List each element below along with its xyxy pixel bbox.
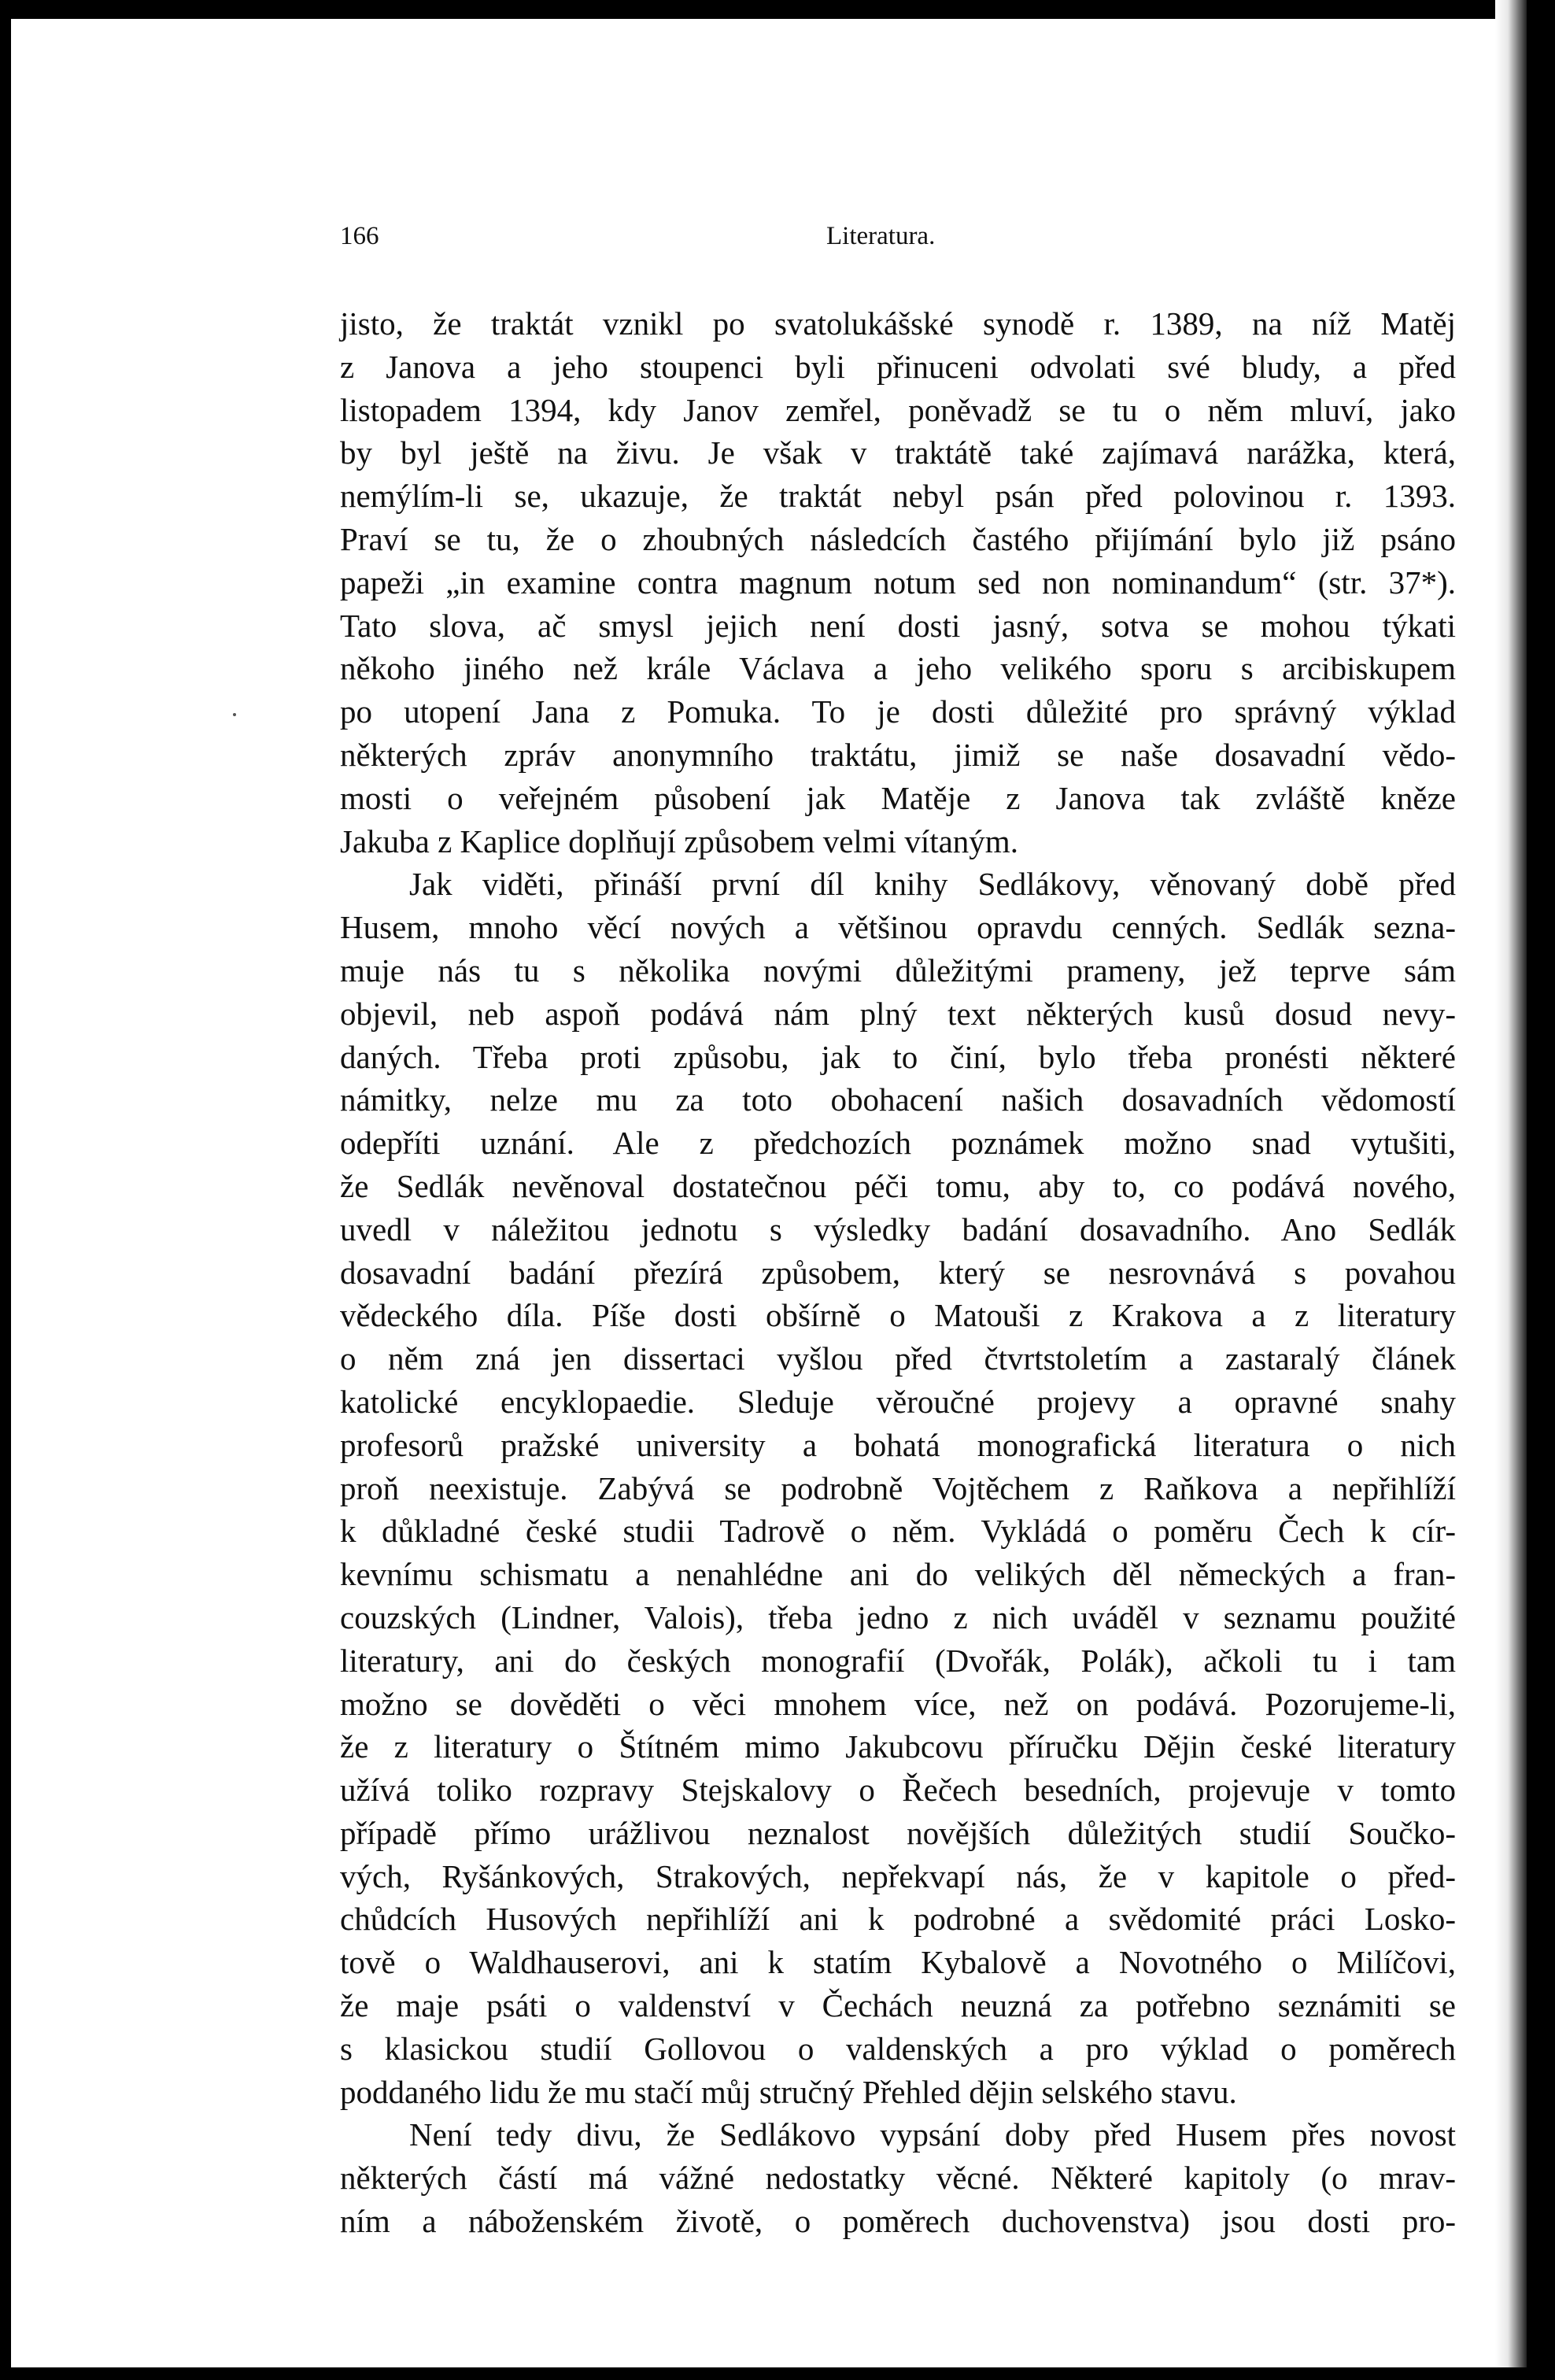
text-line: uvedl v náležitou jednotu s výsledky badání dosavadního. Ano Sedlák — [340, 1210, 1456, 1247]
text-line: některých zpráv anonymního traktátu, jimiž se naše dosavadní vědo- — [340, 736, 1456, 773]
text-line: kevnímu schismatu a nenahlédne ani do velikých děl německých a fran- — [340, 1556, 1456, 1593]
text-line: dosavadní badání přezírá způsobem, který se nesrovnává s povahou — [340, 1254, 1456, 1291]
text-line: mosti o veřejném působení jak Matěje z Janova tak zvláště kněze — [340, 779, 1456, 816]
text-line: couzských (Lindner, Valois), třeba jedno z nich uváděl v seznamu použité — [340, 1598, 1456, 1635]
text-line: Tato slova, ač smysl jejich není dosti jasný, sotva se mohou týkati — [340, 607, 1456, 644]
text-line: že z literatury o Štítném mimo Jakubcovu příručku Dějin české literatury — [340, 1728, 1456, 1765]
text-line: některých částí má vážné nedostatky věcné. Některé kapitoly (o mrav- — [340, 2160, 1456, 2197]
page-number: 166 — [340, 222, 379, 250]
text-line: že Sedlák nevěnoval dostatečnou péči tomu, aby to, co podává nového, — [340, 1167, 1456, 1204]
paragraph-end-line: poddaného lidu že mu stačí můj stručný Přehled dějin selského stavu. — [340, 2073, 1237, 2110]
text-line: ním a náboženském životě, o poměrech duchovenstva) jsou dosti pro- — [340, 2203, 1456, 2240]
text-line: Praví se tu, že o zhoubných následcích častého přijímání bylo již psáno — [340, 520, 1456, 557]
text-line: z Janova a jeho stoupenci byli přinuceni odvolati své bludy, a před — [340, 348, 1456, 385]
text-line: Husem, mnoho věcí nových a většinou opravdu cenných. Sedlák sezna- — [340, 909, 1456, 946]
body-text — [340, 302, 1456, 2243]
text-line: možno se dověděti o věci mnohem více, než on podává. Pozorujeme-li, — [340, 1685, 1456, 1722]
text-line: vých, Ryšánkových, Strakových, nepřekvapí nás, že v kapitole o před- — [340, 1857, 1456, 1894]
text-line: chůdcích Husových nepřihlíží ani k podrobné a svědomité práci Losko- — [340, 1901, 1456, 1938]
text-line: muje nás tu s několika novými důležitými prameny, jež teprve sám — [340, 952, 1456, 989]
text-line: užívá toliko rozpravy Stejskalovy o Řečech besedních, projevuje v tomto — [340, 1772, 1456, 1809]
scanned-page — [11, 0, 1527, 2367]
text-line: vědeckého díla. Píše dosti obšírně o Matouši z Krakova a z literatury — [340, 1297, 1456, 1334]
page-header — [340, 222, 1341, 261]
text-line: s klasickou studií Gollovou o valdenských a pro výklad o poměrech — [340, 2030, 1456, 2067]
paragraph-end-line: Jakuba z Kaplice doplňují způsobem velmi vítaným. — [340, 822, 1018, 859]
text-line: případě přímo urážlivou neznalost novějších důležitých studií Součko- — [340, 1814, 1456, 1851]
text-line: objevil, neb aspoň podává nám plný text některých kusů dosud nevy- — [340, 995, 1456, 1032]
text-line: námitky, nelze mu za toto obohacení našich dosavadních vědomostí — [340, 1081, 1456, 1118]
text-line: k důkladné české studii Tadrově o něm. Vykládá o poměru Čech k cír- — [340, 1513, 1456, 1550]
text-line: tově o Waldhauserovi, ani k statím Kybalově a Novotného o Milíčovi, — [340, 1944, 1456, 1981]
text-line: po utopení Jana z Pomuka. To je dosti důležité pro správný výklad — [340, 693, 1456, 730]
text-line: profesorů pražské university a bohatá monografická literatura o nich — [340, 1426, 1456, 1463]
text-line: literatury, ani do českých monografií (Dvořák, Polák), ačkoli tu i tam — [340, 1642, 1456, 1679]
text-line: papeži „in examine contra magnum notum sed non nominandum“ (str. 37*). — [340, 564, 1456, 601]
paragraph-start-line: Není tedy divu, že Sedlákovo vypsání doby před Husem přes novost — [409, 2116, 1456, 2153]
text-line: jisto, že traktát vznikl po svatolukášské synodě r. 1389, na níž Matěj — [340, 305, 1456, 342]
text-line: že maje psáti o valdenství v Čechách neuzná za potřebno seznámiti se — [340, 1987, 1456, 2024]
text-line: nemýlím-li se, ukazuje, že traktát nebyl psán před polovinou r. 1393. — [340, 478, 1456, 515]
running-title: Literatura. — [826, 222, 936, 250]
text-line: odepříti uznání. Ale z předchozích poznámek možno snad vytušiti, — [340, 1125, 1456, 1162]
margin-dot — [233, 713, 236, 716]
text-line: katolické encyklopaedie. Sleduje věroučné projevy a opravné snahy — [340, 1383, 1456, 1420]
paragraph-start-line: Jak viděti, přináší první díl knihy Sedlákovy, věnovaný době před — [409, 866, 1456, 903]
text-line: proň neexistuje. Zabývá se podrobně Vojtěchem z Raňkova a nepřihlíží — [340, 1469, 1456, 1506]
text-line: listopadem 1394, kdy Janov zemřel, poněvadž se tu o něm mluví, jako — [340, 391, 1456, 428]
text-line: o něm zná jen dissertaci vyšlou před čtvrtstoletím a zastaralý článek — [340, 1340, 1456, 1377]
text-line: někoho jiného než krále Václava a jeho velikého sporu s arcibiskupem — [340, 650, 1456, 687]
text-line: by byl ještě na živu. Je však v traktátě také zajímavá narážka, která, — [340, 434, 1456, 471]
text-line: daných. Třeba proti způsobu, jak to činí, bylo třeba pronésti některé — [340, 1038, 1456, 1075]
